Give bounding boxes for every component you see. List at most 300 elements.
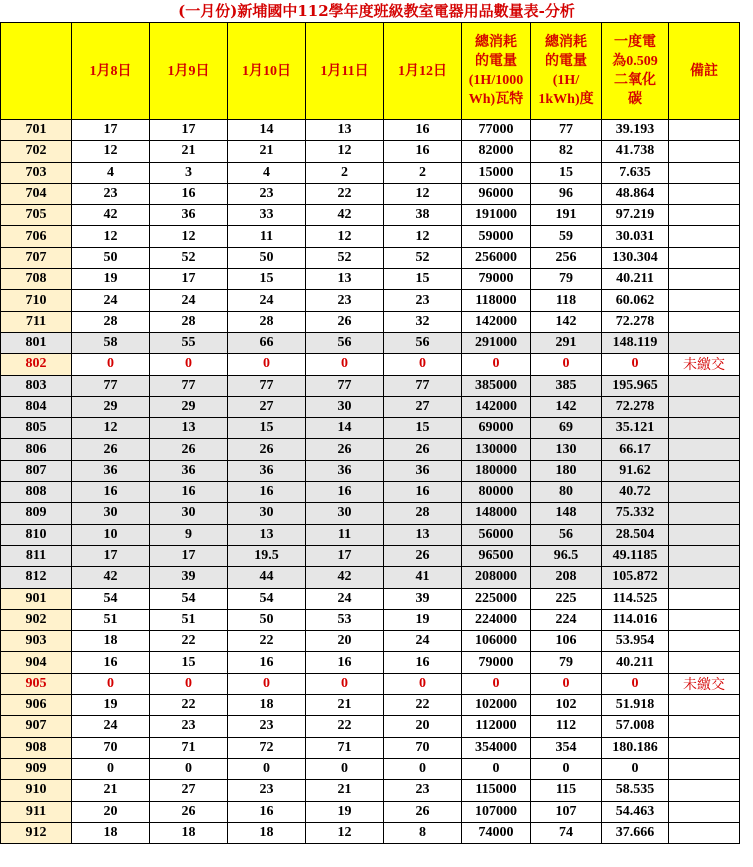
cell-d1[interactable]: 21 [72,780,150,801]
cell-co2[interactable]: 41.738 [602,141,669,162]
cell-watt[interactable]: 0 [462,758,531,779]
cell-d3[interactable]: 4 [228,162,306,183]
cell-d5[interactable]: 2 [384,162,462,183]
cell-d4[interactable]: 53 [306,609,384,630]
cell-d5[interactable]: 38 [384,205,462,226]
cell-kwh[interactable]: 148 [531,503,602,524]
cell-co2[interactable]: 54.463 [602,801,669,822]
cell-note[interactable] [669,120,740,141]
cell-note[interactable] [669,226,740,247]
cell-d5[interactable]: 0 [384,758,462,779]
cell-d2[interactable]: 0 [150,354,228,375]
cell-d1[interactable]: 77 [72,375,150,396]
cell-kwh[interactable]: 115 [531,780,602,801]
cell-cls[interactable]: 912 [1,822,72,843]
cell-watt[interactable]: 96500 [462,545,531,566]
cell-note[interactable] [669,716,740,737]
cell-cls[interactable]: 906 [1,695,72,716]
cell-watt[interactable]: 142000 [462,396,531,417]
cell-kwh[interactable]: 0 [531,354,602,375]
cell-co2[interactable]: 40.211 [602,269,669,290]
cell-d2[interactable]: 16 [150,482,228,503]
cell-d4[interactable]: 12 [306,141,384,162]
cell-d4[interactable]: 26 [306,311,384,332]
cell-d4[interactable]: 16 [306,652,384,673]
cell-d5[interactable]: 19 [384,609,462,630]
cell-kwh[interactable]: 80 [531,482,602,503]
cell-d3[interactable]: 77 [228,375,306,396]
cell-d4[interactable]: 11 [306,524,384,545]
cell-d3[interactable]: 0 [228,758,306,779]
cell-d1[interactable]: 18 [72,822,150,843]
cell-note[interactable] [669,162,740,183]
header-jan10[interactable]: 1月10日 [228,23,306,120]
cell-note[interactable] [669,311,740,332]
cell-d5[interactable]: 24 [384,631,462,652]
cell-d1[interactable]: 29 [72,396,150,417]
cell-kwh[interactable]: 79 [531,652,602,673]
cell-cls[interactable]: 708 [1,269,72,290]
cell-d3[interactable]: 15 [228,418,306,439]
cell-d1[interactable]: 42 [72,205,150,226]
cell-d1[interactable]: 42 [72,567,150,588]
cell-kwh[interactable]: 224 [531,609,602,630]
cell-d3[interactable]: 19.5 [228,545,306,566]
cell-watt[interactable]: 56000 [462,524,531,545]
cell-note[interactable]: 未繳交 [669,354,740,375]
cell-d2[interactable]: 51 [150,609,228,630]
cell-d2[interactable]: 52 [150,247,228,268]
cell-d3[interactable]: 0 [228,354,306,375]
cell-d2[interactable]: 17 [150,120,228,141]
cell-kwh[interactable]: 112 [531,716,602,737]
cell-d3[interactable]: 50 [228,609,306,630]
cell-d5[interactable]: 22 [384,695,462,716]
cell-watt[interactable]: 79000 [462,269,531,290]
cell-co2[interactable]: 28.504 [602,524,669,545]
cell-cls[interactable]: 911 [1,801,72,822]
cell-cls[interactable]: 910 [1,780,72,801]
cell-d4[interactable]: 36 [306,460,384,481]
cell-d4[interactable]: 30 [306,503,384,524]
cell-d3[interactable]: 30 [228,503,306,524]
cell-watt[interactable]: 180000 [462,460,531,481]
cell-co2[interactable]: 91.62 [602,460,669,481]
cell-d4[interactable]: 13 [306,269,384,290]
cell-kwh[interactable]: 118 [531,290,602,311]
cell-d5[interactable]: 20 [384,716,462,737]
cell-d4[interactable]: 13 [306,120,384,141]
cell-d1[interactable]: 19 [72,269,150,290]
cell-cls[interactable]: 905 [1,673,72,694]
cell-d3[interactable]: 18 [228,695,306,716]
cell-co2[interactable]: 48.864 [602,183,669,204]
cell-cls[interactable]: 902 [1,609,72,630]
cell-kwh[interactable]: 291 [531,332,602,353]
cell-d3[interactable]: 0 [228,673,306,694]
cell-d1[interactable]: 23 [72,183,150,204]
cell-cls[interactable]: 810 [1,524,72,545]
cell-d2[interactable]: 18 [150,822,228,843]
header-kwh[interactable] [531,23,602,120]
cell-watt[interactable]: 79000 [462,652,531,673]
cell-d1[interactable]: 24 [72,716,150,737]
cell-cls[interactable]: 701 [1,120,72,141]
cell-d5[interactable]: 70 [384,737,462,758]
cell-kwh[interactable]: 385 [531,375,602,396]
cell-d3[interactable]: 50 [228,247,306,268]
cell-d4[interactable]: 22 [306,716,384,737]
cell-d1[interactable]: 54 [72,588,150,609]
cell-watt[interactable]: 107000 [462,801,531,822]
cell-co2[interactable]: 75.332 [602,503,669,524]
cell-cls[interactable]: 804 [1,396,72,417]
cell-d3[interactable]: 11 [228,226,306,247]
cell-d5[interactable]: 0 [384,673,462,694]
cell-watt[interactable]: 106000 [462,631,531,652]
cell-watt[interactable]: 80000 [462,482,531,503]
cell-d2[interactable]: 13 [150,418,228,439]
cell-d4[interactable]: 52 [306,247,384,268]
cell-co2[interactable]: 72.278 [602,396,669,417]
cell-d3[interactable]: 44 [228,567,306,588]
cell-cls[interactable]: 705 [1,205,72,226]
cell-d2[interactable]: 12 [150,226,228,247]
cell-d5[interactable]: 16 [384,141,462,162]
header-jan8[interactable]: 1月8日 [72,23,150,120]
cell-kwh[interactable]: 69 [531,418,602,439]
cell-kwh[interactable]: 15 [531,162,602,183]
cell-cls[interactable]: 811 [1,545,72,566]
cell-d2[interactable]: 26 [150,801,228,822]
cell-kwh[interactable]: 256 [531,247,602,268]
cell-note[interactable]: 未繳交 [669,673,740,694]
cell-watt[interactable]: 224000 [462,609,531,630]
cell-d5[interactable]: 15 [384,269,462,290]
cell-d2[interactable]: 3 [150,162,228,183]
cell-co2[interactable]: 35.121 [602,418,669,439]
cell-d3[interactable]: 23 [228,716,306,737]
cell-watt[interactable]: 118000 [462,290,531,311]
cell-co2[interactable]: 130.304 [602,247,669,268]
cell-d5[interactable]: 16 [384,652,462,673]
cell-note[interactable] [669,631,740,652]
cell-note[interactable] [669,482,740,503]
cell-co2[interactable]: 37.666 [602,822,669,843]
cell-co2[interactable]: 0 [602,354,669,375]
cell-d4[interactable]: 26 [306,439,384,460]
cell-note[interactable] [669,652,740,673]
cell-d3[interactable]: 18 [228,822,306,843]
cell-cls[interactable]: 707 [1,247,72,268]
cell-d2[interactable]: 22 [150,631,228,652]
cell-co2[interactable]: 58.535 [602,780,669,801]
cell-d1[interactable]: 58 [72,332,150,353]
cell-d5[interactable]: 16 [384,120,462,141]
cell-co2[interactable]: 148.119 [602,332,669,353]
cell-d5[interactable]: 0 [384,354,462,375]
cell-kwh[interactable]: 96.5 [531,545,602,566]
cell-note[interactable] [669,183,740,204]
cell-d5[interactable]: 28 [384,503,462,524]
cell-cls[interactable]: 706 [1,226,72,247]
cell-d2[interactable]: 54 [150,588,228,609]
cell-cls[interactable]: 807 [1,460,72,481]
cell-cls[interactable]: 908 [1,737,72,758]
cell-kwh[interactable]: 79 [531,269,602,290]
cell-kwh[interactable]: 180 [531,460,602,481]
cell-d4[interactable]: 23 [306,290,384,311]
cell-watt[interactable]: 291000 [462,332,531,353]
cell-cls[interactable]: 809 [1,503,72,524]
cell-d5[interactable]: 39 [384,588,462,609]
cell-watt[interactable]: 354000 [462,737,531,758]
cell-cls[interactable]: 803 [1,375,72,396]
cell-note[interactable] [669,418,740,439]
cell-watt[interactable]: 256000 [462,247,531,268]
cell-co2[interactable]: 51.918 [602,695,669,716]
cell-d2[interactable]: 9 [150,524,228,545]
cell-watt[interactable]: 0 [462,673,531,694]
cell-watt[interactable]: 130000 [462,439,531,460]
cell-kwh[interactable]: 77 [531,120,602,141]
cell-d2[interactable]: 29 [150,396,228,417]
header-jan12[interactable]: 1月12日 [384,23,462,120]
cell-watt[interactable]: 69000 [462,418,531,439]
cell-cls[interactable]: 808 [1,482,72,503]
cell-watt[interactable]: 115000 [462,780,531,801]
cell-d4[interactable]: 12 [306,226,384,247]
cell-watt[interactable]: 82000 [462,141,531,162]
cell-d1[interactable]: 70 [72,737,150,758]
cell-kwh[interactable]: 96 [531,183,602,204]
cell-cls[interactable]: 907 [1,716,72,737]
cell-co2[interactable]: 0 [602,673,669,694]
cell-d1[interactable]: 16 [72,482,150,503]
cell-d5[interactable]: 32 [384,311,462,332]
cell-kwh[interactable]: 225 [531,588,602,609]
cell-d3[interactable]: 16 [228,801,306,822]
cell-kwh[interactable]: 191 [531,205,602,226]
cell-co2[interactable]: 180.186 [602,737,669,758]
cell-d4[interactable]: 77 [306,375,384,396]
cell-d4[interactable]: 24 [306,588,384,609]
cell-note[interactable] [669,567,740,588]
cell-d4[interactable]: 21 [306,780,384,801]
cell-d3[interactable]: 36 [228,460,306,481]
cell-co2[interactable]: 40.72 [602,482,669,503]
cell-watt[interactable]: 148000 [462,503,531,524]
cell-watt[interactable]: 15000 [462,162,531,183]
cell-note[interactable] [669,609,740,630]
cell-co2[interactable]: 39.193 [602,120,669,141]
cell-d3[interactable]: 15 [228,269,306,290]
header-class[interactable] [1,23,72,120]
cell-co2[interactable]: 40.211 [602,652,669,673]
cell-d1[interactable]: 50 [72,247,150,268]
cell-note[interactable] [669,439,740,460]
cell-d4[interactable]: 71 [306,737,384,758]
cell-d1[interactable]: 51 [72,609,150,630]
cell-d1[interactable]: 26 [72,439,150,460]
cell-co2[interactable]: 97.219 [602,205,669,226]
cell-d5[interactable]: 26 [384,801,462,822]
cell-co2[interactable]: 105.872 [602,567,669,588]
cell-d1[interactable]: 10 [72,524,150,545]
cell-d2[interactable]: 22 [150,695,228,716]
cell-note[interactable] [669,375,740,396]
cell-cls[interactable]: 703 [1,162,72,183]
cell-d1[interactable]: 0 [72,354,150,375]
cell-co2[interactable]: 72.278 [602,311,669,332]
cell-co2[interactable]: 114.525 [602,588,669,609]
cell-kwh[interactable]: 82 [531,141,602,162]
cell-co2[interactable]: 114.016 [602,609,669,630]
cell-d5[interactable]: 8 [384,822,462,843]
cell-d1[interactable]: 12 [72,141,150,162]
cell-d1[interactable]: 17 [72,545,150,566]
cell-note[interactable] [669,460,740,481]
cell-d4[interactable]: 19 [306,801,384,822]
cell-d4[interactable]: 42 [306,205,384,226]
cell-d2[interactable]: 26 [150,439,228,460]
cell-kwh[interactable]: 74 [531,822,602,843]
cell-cls[interactable]: 901 [1,588,72,609]
header-note[interactable]: 備註 [669,23,740,120]
cell-watt[interactable]: 102000 [462,695,531,716]
cell-d5[interactable]: 23 [384,780,462,801]
cell-d3[interactable]: 54 [228,588,306,609]
cell-d3[interactable]: 21 [228,141,306,162]
cell-d3[interactable]: 26 [228,439,306,460]
cell-d5[interactable]: 16 [384,482,462,503]
cell-watt[interactable]: 0 [462,354,531,375]
cell-cls[interactable]: 801 [1,332,72,353]
cell-d3[interactable]: 13 [228,524,306,545]
cell-watt[interactable]: 77000 [462,120,531,141]
cell-d4[interactable]: 12 [306,822,384,843]
cell-note[interactable] [669,247,740,268]
cell-d4[interactable]: 14 [306,418,384,439]
cell-d2[interactable]: 39 [150,567,228,588]
cell-note[interactable] [669,758,740,779]
cell-d4[interactable]: 2 [306,162,384,183]
cell-note[interactable] [669,205,740,226]
cell-kwh[interactable]: 107 [531,801,602,822]
cell-d2[interactable]: 71 [150,737,228,758]
cell-d2[interactable]: 0 [150,673,228,694]
cell-kwh[interactable]: 102 [531,695,602,716]
cell-note[interactable] [669,332,740,353]
cell-kwh[interactable]: 208 [531,567,602,588]
cell-d4[interactable]: 21 [306,695,384,716]
cell-d2[interactable]: 15 [150,652,228,673]
cell-d4[interactable]: 20 [306,631,384,652]
cell-d5[interactable]: 23 [384,290,462,311]
cell-note[interactable] [669,141,740,162]
cell-d4[interactable]: 16 [306,482,384,503]
cell-kwh[interactable]: 142 [531,311,602,332]
cell-d2[interactable]: 0 [150,758,228,779]
cell-watt[interactable]: 74000 [462,822,531,843]
cell-d5[interactable]: 26 [384,545,462,566]
cell-d2[interactable]: 17 [150,269,228,290]
cell-co2[interactable]: 53.954 [602,631,669,652]
cell-watt[interactable]: 112000 [462,716,531,737]
cell-d4[interactable]: 30 [306,396,384,417]
cell-co2[interactable]: 66.17 [602,439,669,460]
header-jan9[interactable]: 1月9日 [150,23,228,120]
cell-d1[interactable]: 30 [72,503,150,524]
cell-d5[interactable]: 77 [384,375,462,396]
cell-d2[interactable]: 23 [150,716,228,737]
cell-d3[interactable]: 22 [228,631,306,652]
cell-watt[interactable]: 59000 [462,226,531,247]
cell-d2[interactable]: 21 [150,141,228,162]
cell-d2[interactable]: 27 [150,780,228,801]
cell-d2[interactable]: 36 [150,205,228,226]
cell-d3[interactable]: 27 [228,396,306,417]
cell-d3[interactable]: 24 [228,290,306,311]
cell-cls[interactable]: 909 [1,758,72,779]
cell-note[interactable] [669,822,740,843]
cell-d5[interactable]: 13 [384,524,462,545]
cell-note[interactable] [669,503,740,524]
cell-d5[interactable]: 15 [384,418,462,439]
cell-d3[interactable]: 72 [228,737,306,758]
cell-d5[interactable]: 27 [384,396,462,417]
cell-kwh[interactable]: 0 [531,673,602,694]
cell-d4[interactable]: 0 [306,354,384,375]
cell-d5[interactable]: 52 [384,247,462,268]
header-co2[interactable] [602,23,669,120]
cell-watt[interactable]: 208000 [462,567,531,588]
cell-d2[interactable]: 17 [150,545,228,566]
cell-d1[interactable]: 28 [72,311,150,332]
cell-d5[interactable]: 26 [384,439,462,460]
cell-d5[interactable]: 56 [384,332,462,353]
cell-d2[interactable]: 24 [150,290,228,311]
cell-d1[interactable]: 19 [72,695,150,716]
cell-cls[interactable]: 904 [1,652,72,673]
cell-kwh[interactable]: 142 [531,396,602,417]
cell-d1[interactable]: 0 [72,673,150,694]
cell-d4[interactable]: 17 [306,545,384,566]
cell-d1[interactable]: 0 [72,758,150,779]
cell-d2[interactable]: 77 [150,375,228,396]
cell-d2[interactable]: 55 [150,332,228,353]
cell-note[interactable] [669,396,740,417]
cell-co2[interactable]: 30.031 [602,226,669,247]
cell-d1[interactable]: 12 [72,418,150,439]
cell-d2[interactable]: 28 [150,311,228,332]
cell-d3[interactable]: 28 [228,311,306,332]
cell-cls[interactable]: 805 [1,418,72,439]
cell-d3[interactable]: 16 [228,652,306,673]
cell-note[interactable] [669,695,740,716]
cell-d1[interactable]: 16 [72,652,150,673]
cell-co2[interactable]: 195.965 [602,375,669,396]
cell-note[interactable] [669,269,740,290]
cell-d4[interactable]: 22 [306,183,384,204]
cell-watt[interactable]: 142000 [462,311,531,332]
cell-d3[interactable]: 66 [228,332,306,353]
cell-cls[interactable]: 806 [1,439,72,460]
cell-co2[interactable]: 7.635 [602,162,669,183]
cell-cls[interactable]: 710 [1,290,72,311]
cell-note[interactable] [669,524,740,545]
cell-d3[interactable]: 23 [228,780,306,801]
